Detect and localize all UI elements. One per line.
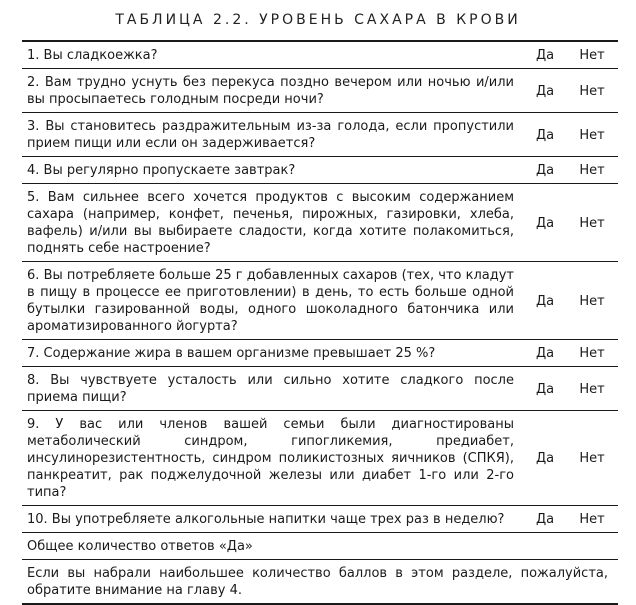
- answer-yes[interactable]: Да: [524, 184, 566, 262]
- question-text: 6. Вы потребляете больше 25 г добавленных сахаров (тех, что кладут в пищу в процессе ее приготовлении) в день, то есть больше одной бутылки газированной воды, одного шоколадного батончика или ароматизированного йогурта?: [22, 262, 524, 340]
- question-text: 5. Вам сильнее всего хочется продуктов с высоким содержанием сахара (например, конфет, печенья, пирожных, газировки, хлеба, вафель) и/или вы выбираете сладости, когда хотите полакомиться, поднять себе настроение?: [22, 184, 524, 262]
- answer-yes[interactable]: Да: [524, 262, 566, 340]
- answer-no[interactable]: Нет: [566, 506, 618, 533]
- question-text: 2. Вам трудно уснуть без перекуса поздно вечером или ночью и/или вы просыпаетесь голодным посреди ночи?: [22, 69, 524, 113]
- answer-no[interactable]: Нет: [566, 184, 618, 262]
- question-text: 10. Вы употребляете алкогольные напитки чаще трех раз в неделю?: [22, 506, 524, 533]
- table-row: [22, 411, 618, 506]
- answer-yes[interactable]: Да: [524, 506, 566, 533]
- footer-note: Если вы набрали наибольшее количество баллов в этом разделе, пожалуйста, обратите внимание на главу 4.: [27, 566, 608, 598]
- question-text: 8. Вы чувствуете усталость или сильно хотите сладкого после приема пищи?: [22, 367, 524, 411]
- table-row: [22, 506, 618, 533]
- answer-no[interactable]: Нет: [566, 411, 618, 506]
- question-text: 3. Вы становитесь раздражительным из-за голода, если пропустили прием пищи или если он задерживается?: [22, 113, 524, 157]
- table-row: [22, 262, 618, 340]
- answer-yes[interactable]: Да: [524, 411, 566, 506]
- table-title: ТАБЛИЦА 2.2. УРОВЕНЬ САХАРА В КРОВИ: [115, 12, 521, 28]
- answer-yes[interactable]: Да: [524, 69, 566, 113]
- total-row: [22, 533, 618, 560]
- question-text: 9. У вас или членов вашей семьи были диагностированы метаболический синдром, гипогликемия, предиабет, инсулинорезистентность, синдром поликистозных яичников (СПКЯ), панкреатит, рак поджелудочной железы или диабет 1-го или 2-го типа?: [22, 411, 524, 506]
- answer-no[interactable]: Нет: [566, 41, 618, 69]
- answer-yes[interactable]: Да: [524, 41, 566, 69]
- table-row: [22, 340, 618, 367]
- table-row: [22, 69, 618, 113]
- answer-yes[interactable]: Да: [524, 113, 566, 157]
- answer-no[interactable]: Нет: [566, 340, 618, 367]
- answer-no[interactable]: Нет: [566, 157, 618, 184]
- footer-row: [22, 560, 618, 605]
- table-row: [22, 184, 618, 262]
- answer-yes[interactable]: Да: [524, 367, 566, 411]
- answer-no[interactable]: Нет: [566, 367, 618, 411]
- table-row: [22, 367, 618, 411]
- question-text: 7. Содержание жира в вашем организме превышает 25 %?: [22, 340, 524, 367]
- questionnaire-table: [22, 40, 618, 605]
- question-text: 4. Вы регулярно пропускаете завтрак?: [22, 157, 524, 184]
- answer-no[interactable]: Нет: [566, 69, 618, 113]
- table-row: [22, 113, 618, 157]
- question-text: 1. Вы сладкоежка?: [22, 41, 524, 69]
- answer-no[interactable]: Нет: [566, 262, 618, 340]
- answer-no[interactable]: Нет: [566, 113, 618, 157]
- answer-yes[interactable]: Да: [524, 340, 566, 367]
- table-row: [22, 157, 618, 184]
- answer-yes[interactable]: Да: [524, 157, 566, 184]
- table-row: [22, 41, 618, 69]
- total-yes-label: Общее количество ответов «Да»: [22, 533, 618, 560]
